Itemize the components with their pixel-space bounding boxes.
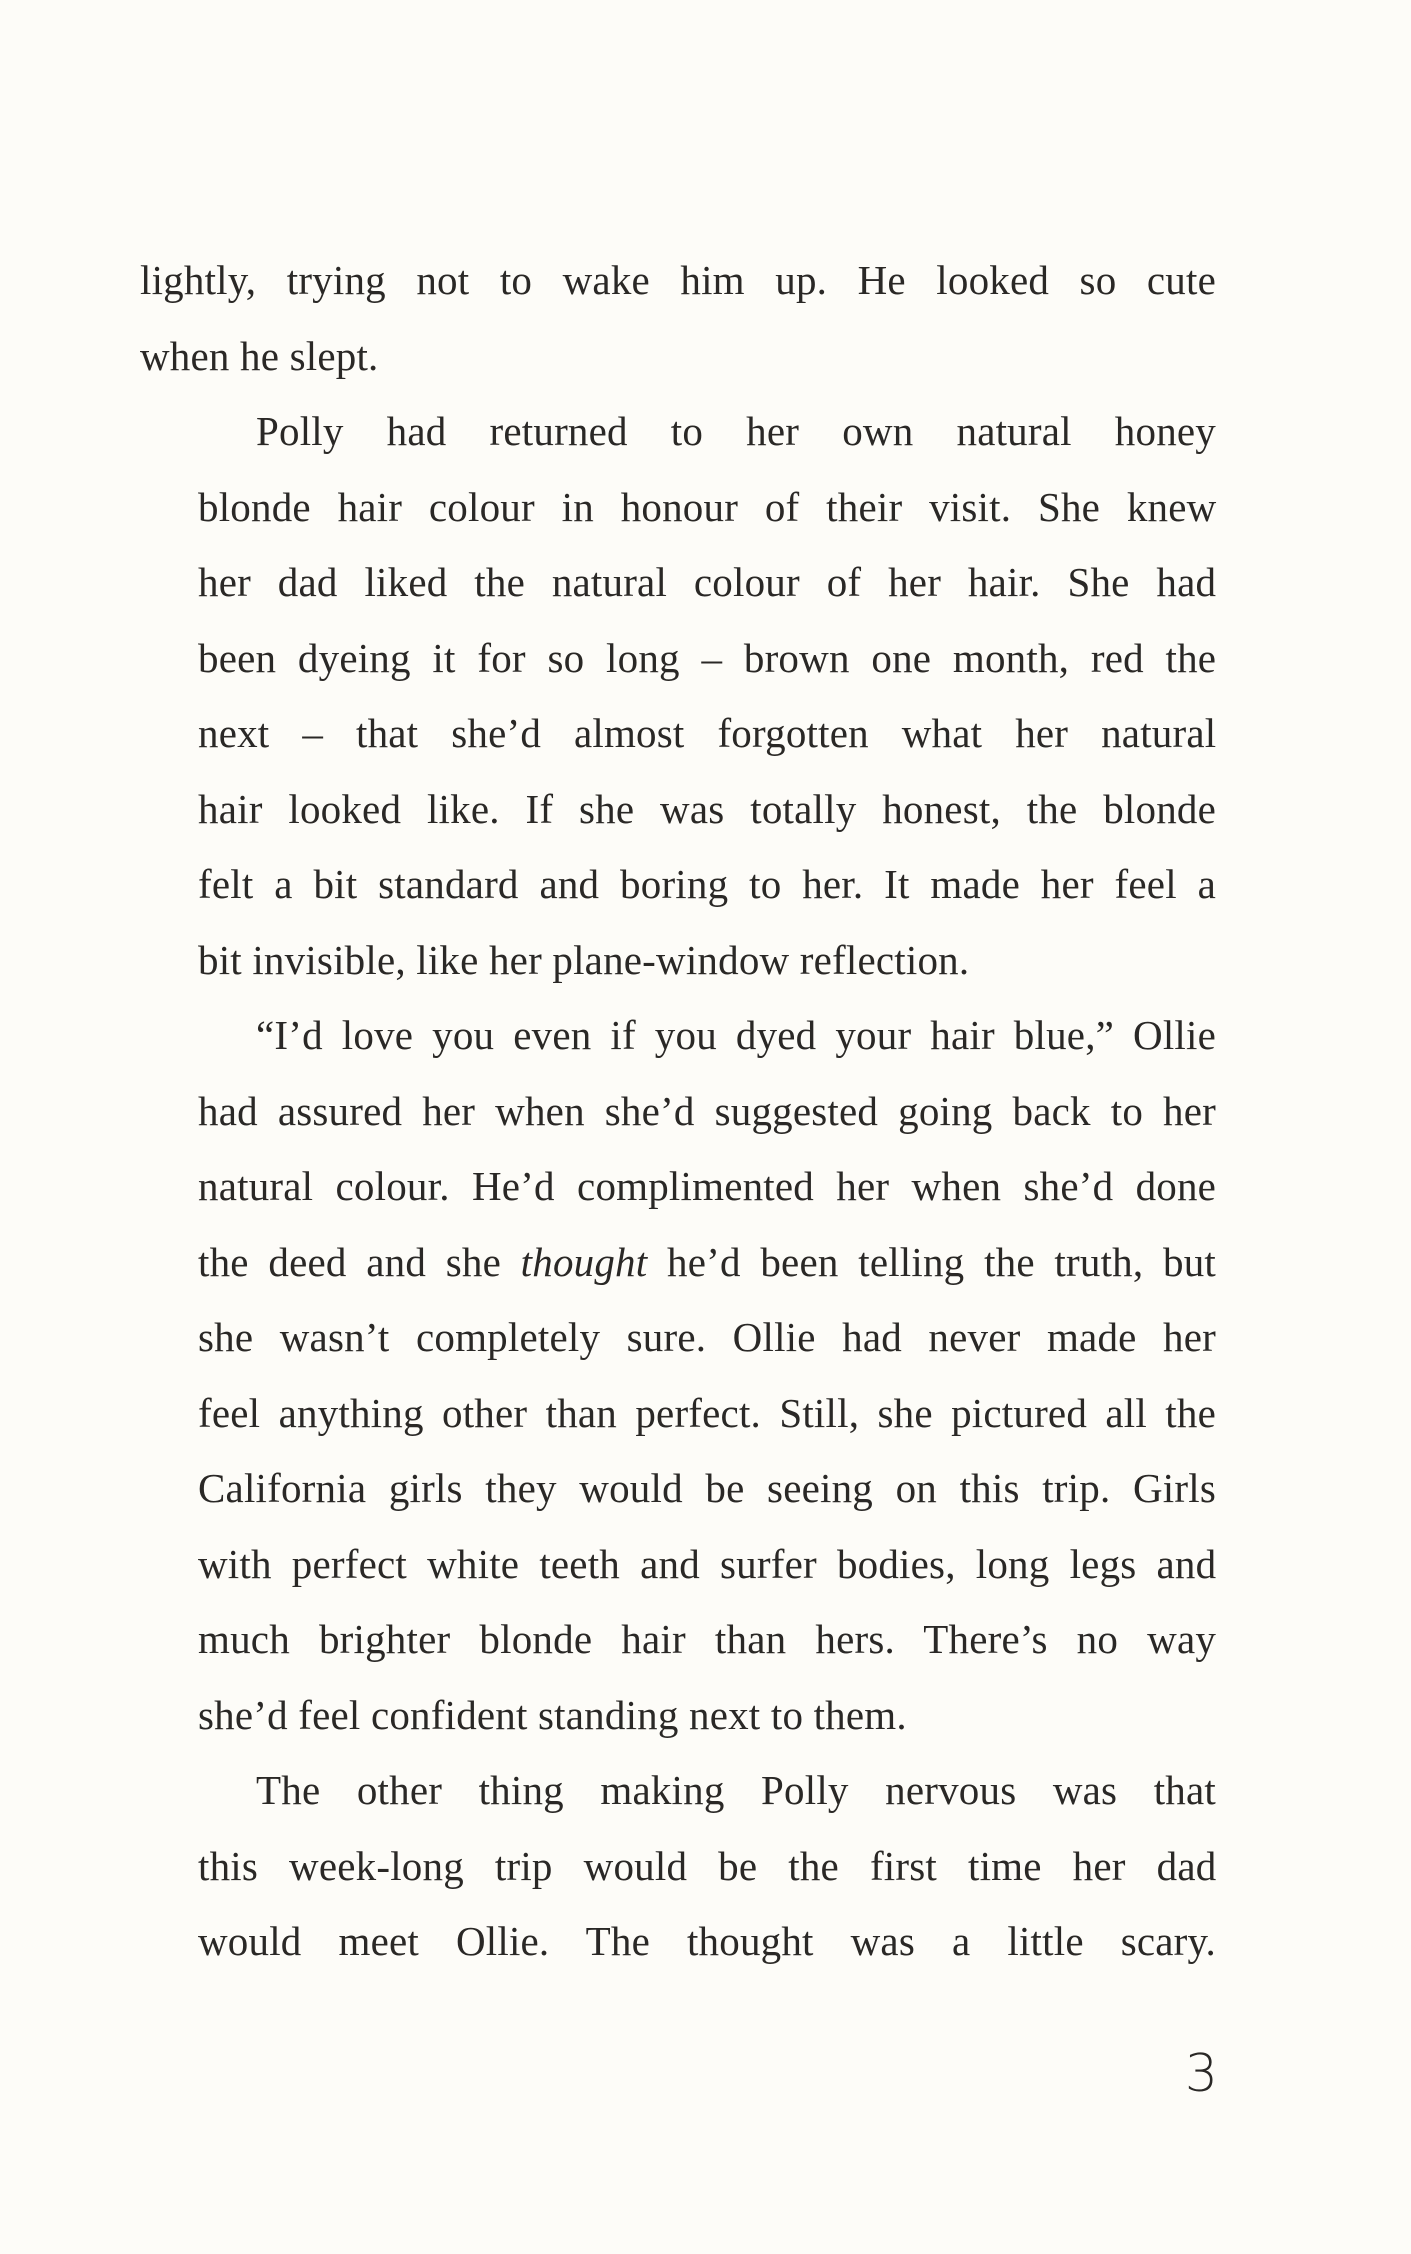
- page-number: 3: [1184, 2044, 1218, 2104]
- text-line: this week-long trip would be the first time her dad: [198, 1842, 1217, 1889]
- text-line: blonde hair colour in honour of their visit. She knew: [198, 483, 1217, 530]
- text-line: she wasn’t completely sure. Ollie had never made her: [198, 1314, 1216, 1360]
- text-line: much brighter blonde hair than hers. There’s no way: [198, 1616, 1217, 1662]
- text-line: next – that she’d almost forgotten what her natural: [198, 710, 1217, 756]
- text-line: feel anything other than perfect. Still, she pictured all the: [198, 1389, 1216, 1436]
- paragraph-1: [140, 243, 1216, 394]
- emphasized-word: thought: [520, 1238, 648, 1285]
- text-line: had assured her when she’d suggested going back to her: [198, 1087, 1216, 1134]
- paragraph-4: [140, 1753, 1216, 1980]
- text-line: would meet Ollie. The thought was a little scary.: [198, 1918, 1216, 1964]
- body-text: [140, 243, 1216, 1980]
- text-line: she’d feel confident standing next to them.: [198, 1691, 907, 1738]
- text-line: with perfect white teeth and surfer bodies, long legs and: [198, 1540, 1217, 1587]
- text-line: lightly, trying not to wake him up. He looked so cute: [140, 257, 1216, 303]
- text-line: Polly had returned to her own natural honey: [256, 408, 1216, 454]
- text-fragment: he’d been telling the truth, but: [647, 1238, 1216, 1285]
- text-line: her dad liked the natural colour of her hair. She had: [198, 559, 1217, 605]
- paragraph-2: [140, 394, 1216, 998]
- text-line: California girls they would be seeing on this trip. Girls: [198, 1465, 1216, 1511]
- text-line: when he slept.: [140, 332, 379, 379]
- text-line: “I’d love you even if you dyed your hair blue,” Ollie: [256, 1012, 1216, 1058]
- text-line: been dyeing it for so long – brown one month, red the: [198, 634, 1217, 681]
- text-line: natural colour. He’d complimented her when she’d done: [198, 1163, 1217, 1209]
- text-line: hair looked like. If she was totally honest, the blonde: [198, 785, 1216, 832]
- text-line: bit invisible, like her plane-window reflection.: [198, 936, 970, 983]
- text-line: felt a bit standard and boring to her. It made her feel a: [198, 861, 1216, 907]
- text-line: The other thing making Polly nervous was that: [256, 1767, 1216, 1813]
- text-line-with-emphasis: [140, 1225, 1216, 1301]
- text-fragment: the deed and she: [198, 1238, 521, 1285]
- paragraph-3: [140, 998, 1216, 1753]
